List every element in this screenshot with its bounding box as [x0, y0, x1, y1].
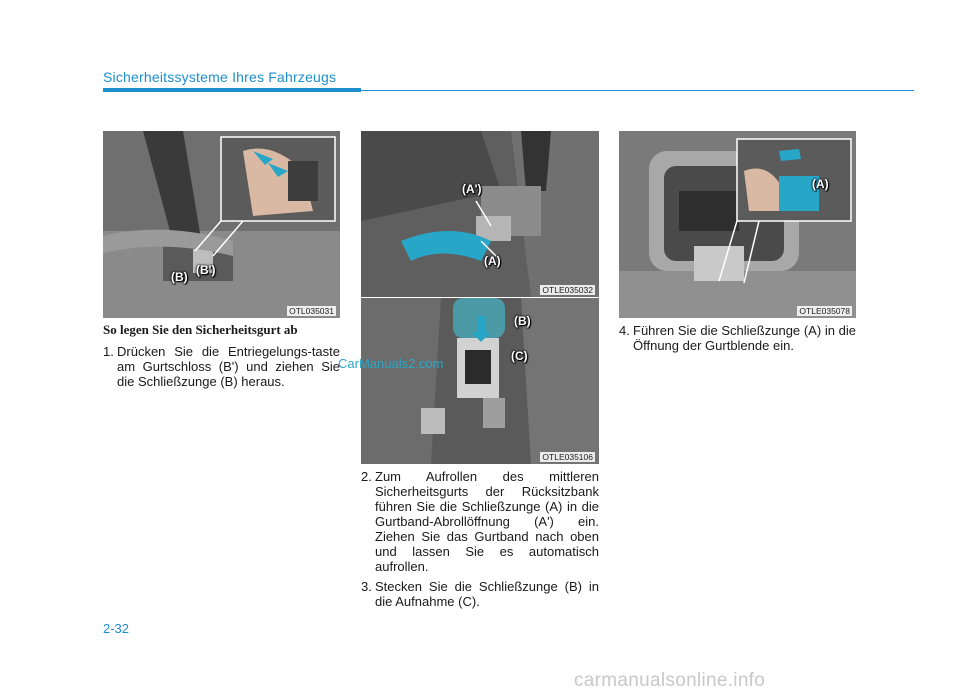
figure-label: (C) — [511, 349, 528, 363]
footer-watermark: carmanualsonline.info — [574, 670, 766, 691]
step-number: 3. — [361, 579, 372, 594]
figure-label: (B') — [196, 263, 216, 277]
figure-code: OTLE035078 — [799, 306, 850, 316]
section-header-title: Sicherheitssysteme Ihres Fahrzeugs — [103, 69, 337, 85]
figure-release-buckle-illustration — [103, 131, 340, 318]
header-rule-thick — [103, 88, 361, 92]
step-2 — [361, 469, 599, 574]
step-number: 2. — [361, 469, 372, 484]
figure-label: (A') — [462, 182, 482, 196]
figure-code: OTLE035032 — [542, 285, 593, 295]
step-text: Stecken Sie die Schließzunge (B) in die Aufnahme (C). — [375, 579, 599, 609]
header-rule-thin — [361, 90, 914, 91]
step-4 — [619, 323, 856, 353]
figure-label: (A) — [484, 254, 501, 268]
step-text: Zum Aufrollen des mittleren Sicherheitsgurts der Rücksitzbank führen Sie die Schließzunge (A) in die Gurtband-Abrollöffnung (A') ein. Ziehen Sie das Gurtband nach oben und lassen Sie es automatisch aufrollen. — [375, 469, 599, 574]
step-number: 4. — [619, 323, 630, 338]
figure-belt-cover — [619, 131, 856, 318]
step-1 — [103, 344, 340, 389]
figure-release-buckle — [103, 131, 340, 318]
watermark: CarManuals2.com — [338, 356, 444, 371]
figure-center-belt-retract — [361, 131, 599, 297]
figure-label: (B) — [514, 314, 531, 328]
section-heading: So legen Sie den Sicherheitsgurt ab — [103, 322, 298, 337]
figure-label: (B) — [171, 270, 188, 284]
figure-insert-tongue-illustration — [361, 298, 599, 464]
page-number: 2-32 — [103, 621, 130, 636]
step-text: Führen Sie die Schließzunge (A) in die Öffnung der Gurtblende ein. — [633, 323, 856, 353]
step-text: Drücken Sie die Entriegelungs-taste am Gurtschloss (B') und ziehen Sie die Schließzunge (B) heraus. — [117, 344, 340, 389]
figure-belt-cover-illustration — [619, 131, 856, 318]
figure-insert-tongue — [361, 298, 599, 464]
step-3 — [361, 579, 599, 609]
step-number: 1. — [103, 344, 114, 359]
figure-label: (A) — [812, 177, 829, 191]
figure-center-belt-illustration — [361, 131, 599, 297]
figure-code: OTL035031 — [289, 306, 334, 316]
figure-code: OTLE035106 — [542, 452, 593, 462]
